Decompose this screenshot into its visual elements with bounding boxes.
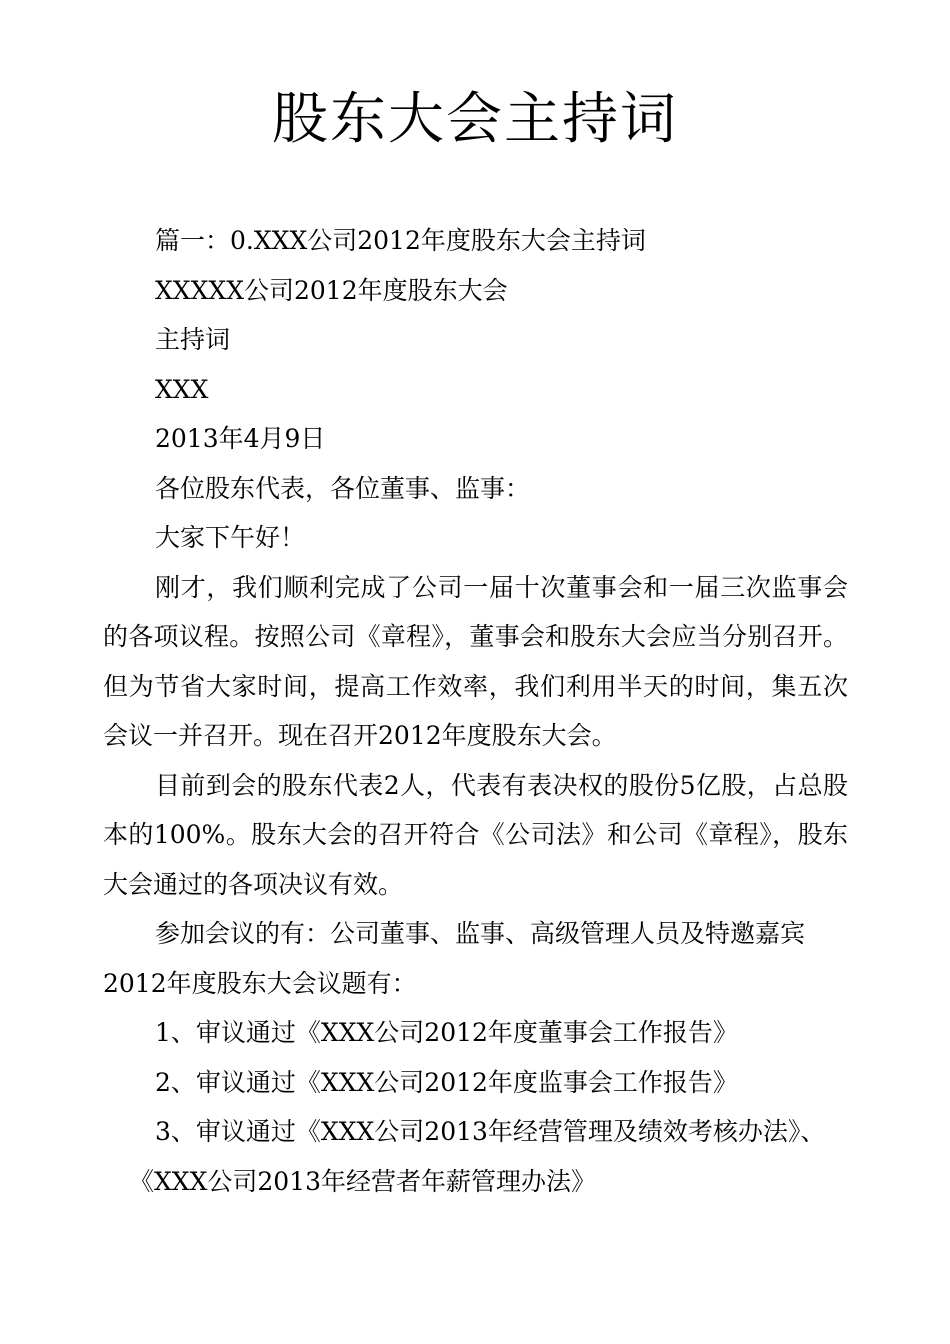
greeting: 大家下午好！ [155,523,306,552]
section-heading: 篇一：0.XXX公司2012年度股东大会主持词 [155,226,646,255]
document-subtitle: 主持词 [155,325,231,354]
agenda-heading: 2012年度股东大会议题有： [103,968,417,998]
body-paragraph: 目前到会的股东代表2人，代表有表决权的股份5亿股，占总股本的100%。股东大会的召开符合《公司法》和公司《章程》，股东大会通过的各项决议有效。 [103,770,848,899]
document-body [103,216,848,1206]
agenda-item: 1、审议通过《XXX公司2012年度董事会工作报告》 [155,1018,738,1047]
meeting-name: XXXXX公司2012年度股东大会 [155,275,508,305]
agenda-item: 3、审议通过《XXX公司2013年经营管理及绩效考核办法》、 [155,1117,826,1146]
document-date: 2013年4月9日 [155,424,326,453]
agenda-item: 2、审议通过《XXX公司2012年度监事会工作报告》 [155,1067,738,1097]
salutation: 各位股东代表，各位董事、监事： [155,473,531,503]
body-paragraph: 刚才，我们顺利完成了公司一届十次董事会和一届三次监事会的各项议程。按照公司《章程》，董事会和股东大会应当分别召开。但为节省大家时间，提高工作效率，我们利用半天的时间，集五次会议一并召开。现在召开2012年度股东大会。 [103,572,848,750]
agenda-item-continuation: 《XXX公司2013年经营者年薪管理办法》 [129,1166,597,1196]
document-title: 股东大会主持词 [272,87,678,152]
attendees-paragraph: 参加会议的有：公司董事、监事、高级管理人员及特邀嘉宾 [155,919,806,948]
author-name: XXX [155,374,209,404]
